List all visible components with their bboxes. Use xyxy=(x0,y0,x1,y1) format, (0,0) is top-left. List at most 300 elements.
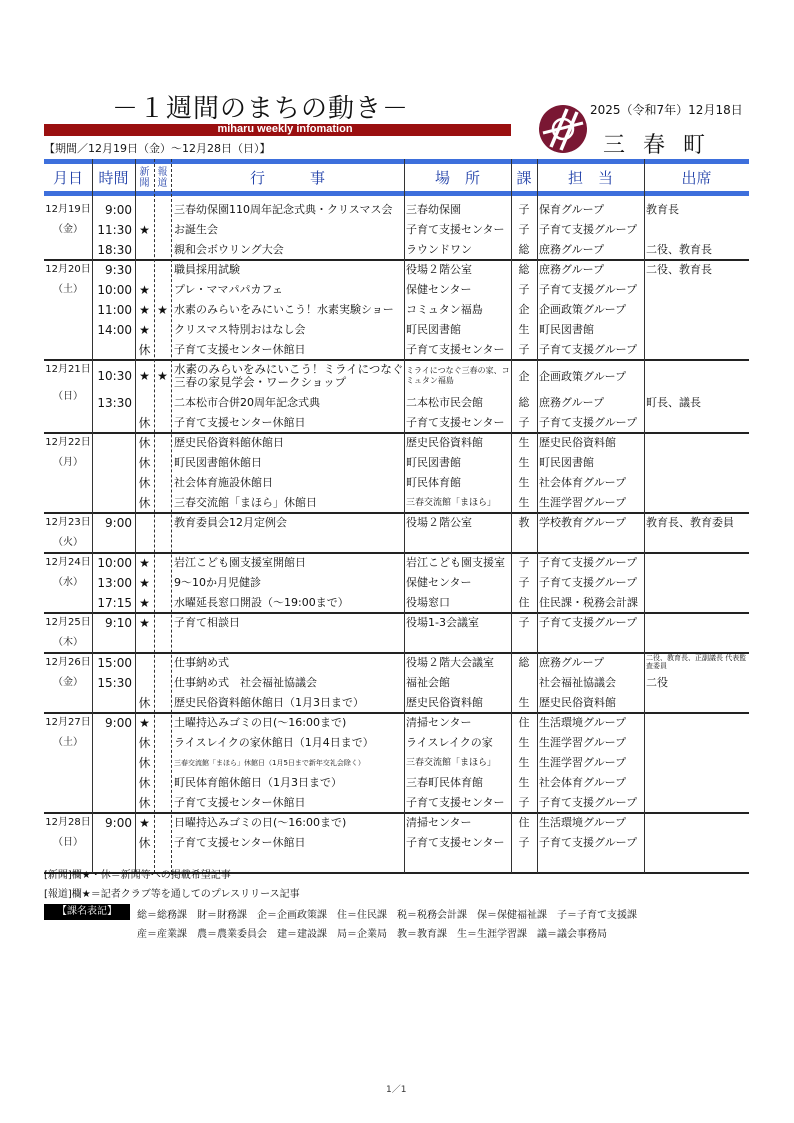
day-date: 12月21日 xyxy=(45,364,91,375)
cell-shusseki xyxy=(644,813,749,833)
cell-hodo xyxy=(154,613,171,633)
day-date: 12月27日 xyxy=(45,717,91,728)
column-divider xyxy=(537,159,538,873)
cell-event: 親和会ボウリング大会 xyxy=(174,243,284,256)
day-weekday: （木） xyxy=(53,637,83,648)
legend-line-2: 産＝産業課 農＝農業委員会 建＝建設課 局＝企業局 教＝教育課 生＝生涯学習課 議＝議会事務局 xyxy=(137,929,607,940)
cell-hodo: ★ xyxy=(157,369,168,383)
cell-hodo xyxy=(154,533,171,553)
cell-event: 社会体育施設休館日 xyxy=(174,476,273,489)
cell-event: 水素のみらいをみにいこう！ミライにつなぐ三春の家見学会・ワークショップ xyxy=(174,362,404,389)
cell-tanto: 企画政策グループ xyxy=(539,370,627,383)
cell-ka: 総 xyxy=(518,396,530,409)
cell-place: 保健センター xyxy=(406,576,472,589)
cell-time: 9:00 xyxy=(105,516,132,530)
cell-event: クリスマス特別おはなし会 xyxy=(174,323,306,336)
cell-time: 10:00 xyxy=(97,283,132,297)
town-name: 三春町 xyxy=(603,133,724,158)
cell-time: 15:00 xyxy=(97,656,132,670)
column-divider xyxy=(135,159,136,873)
cell-shusseki: 二役、教育長 xyxy=(646,263,712,276)
cell-time xyxy=(92,473,135,493)
day-date: 12月26日 xyxy=(45,657,91,668)
cell-shusseki: 教育長、教育委員 xyxy=(646,516,734,529)
cell-place xyxy=(404,853,511,873)
cell-hodo xyxy=(154,553,171,573)
cell-place: 役場２階公室 xyxy=(406,516,472,529)
cell-place: 町民図書館 xyxy=(406,323,461,336)
cell-place: 子育て支援センター xyxy=(406,223,505,236)
cell-tanto: 生涯学習グループ xyxy=(539,736,627,749)
cell-ka: 子 xyxy=(518,836,530,849)
cell-hodo xyxy=(154,673,171,693)
cell-tanto: 歴史民俗資料館 xyxy=(539,696,616,709)
cell-place: 町民図書館 xyxy=(406,456,461,469)
column-divider xyxy=(644,159,645,873)
cell-event: 三春交流館「まほら」休館日 xyxy=(174,496,317,509)
cell-event: 子育て支援センター休館日 xyxy=(174,343,306,356)
page-subtitle: miharu weekly infomation xyxy=(217,123,353,135)
cell-shinbun: 休 xyxy=(138,736,151,750)
cell-hodo xyxy=(154,833,171,853)
col-shinbun: 新 聞 xyxy=(139,166,150,189)
cell-place: 三春交流館「まほら」 xyxy=(406,758,497,768)
cell-tanto: 子育て支援グループ xyxy=(539,556,638,569)
cell-tanto: 社会体育グループ xyxy=(539,476,627,489)
cell-event: 岩江こども園支援室開館日 xyxy=(174,556,306,569)
cell-place: 福祉会館 xyxy=(406,676,450,689)
cell-time xyxy=(92,533,135,553)
cell-tanto: 町民図書館 xyxy=(539,456,594,469)
day-weekday: （土） xyxy=(53,737,83,748)
cell-ka: 企 xyxy=(518,303,530,316)
cell-shusseki xyxy=(644,613,749,633)
cell-ka: 生 xyxy=(518,756,530,769)
day-date: 12月24日 xyxy=(45,557,91,568)
column-divider xyxy=(92,159,93,873)
cell-place: 役場1-3会議室 xyxy=(406,616,479,629)
cell-tanto: 企画政策グループ xyxy=(539,303,627,316)
cell-shusseki: 教育長 xyxy=(646,203,679,216)
day-weekday: （火） xyxy=(53,537,83,548)
cell-tanto: 庶務グループ xyxy=(539,263,605,276)
cell-shusseki xyxy=(644,453,749,473)
page-title: －１週間のまちの動き－ xyxy=(112,94,410,124)
cell-time xyxy=(92,833,135,853)
col-shusseki: 出席 xyxy=(681,169,712,187)
legend-line-1: 総＝総務課 財＝財務課 企＝企画政策課 住＝住民課 税＝税務会計課 保＝保健福祉課 子＝子育て支援課 xyxy=(137,910,637,921)
cell-event xyxy=(171,533,404,553)
cell-hodo xyxy=(154,753,171,773)
cell-time xyxy=(92,433,135,453)
cell-shinbun xyxy=(135,633,154,653)
cell-place xyxy=(404,633,511,653)
cell-event: 町民体育館休館日（1月3日まで） xyxy=(174,776,342,789)
cell-place: 歴史民俗資料館 xyxy=(406,696,483,709)
cell-event: 水曜延長窓口開設（～19:00まで） xyxy=(174,596,349,609)
hodo-note: [報道]欄★＝記者クラブ等を通してのプレスリリース記事 xyxy=(44,889,300,900)
day-weekday: （日） xyxy=(53,837,83,848)
cell-ka: 子 xyxy=(518,416,530,429)
cell-place: 子育て支援センター xyxy=(406,836,505,849)
cell-time xyxy=(92,633,135,653)
cell-time xyxy=(92,453,135,473)
cell-tanto: 庶務グループ xyxy=(539,243,605,256)
cell-tanto: 子育て支援グループ xyxy=(539,616,638,629)
cell-event: 子育て支援センター休館日 xyxy=(174,796,306,809)
cell-tanto: 保育グループ xyxy=(539,203,605,216)
cell-tanto: 学校教育グループ xyxy=(539,516,627,529)
day-weekday: （水） xyxy=(53,577,83,588)
cell-shinbun: ★ xyxy=(139,283,150,297)
column-divider-dashed xyxy=(171,159,172,873)
cell-place: 役場窓口 xyxy=(406,596,450,609)
cell-shusseki: 二役、教育長 xyxy=(646,243,712,256)
col-place: 場 所 xyxy=(434,169,480,187)
cell-tanto: 子育て支援グループ xyxy=(539,343,638,356)
cell-tanto: 生活環境グループ xyxy=(539,816,627,829)
day-date: 12月28日 xyxy=(45,817,91,828)
cell-place: 役場２階大会議室 xyxy=(406,656,494,669)
cell-shusseki xyxy=(644,633,749,653)
day-weekday: （金） xyxy=(53,677,83,688)
cell-hodo: ★ xyxy=(157,303,168,317)
issue-date: 2025（令和7年）12月18日 xyxy=(590,103,743,117)
cell-tanto: 生活環境グループ xyxy=(539,716,627,729)
cell-time: 15:30 xyxy=(97,676,132,690)
cell-event: 子育て支援センター休館日 xyxy=(174,836,306,849)
day-date: 12月23日 xyxy=(45,517,91,528)
cell-event: 三春交流館「まほら」休館日（1月5日まで新年交礼会除く） xyxy=(174,759,365,767)
cell-shinbun xyxy=(135,533,154,553)
cell-shusseki xyxy=(644,733,749,753)
cell-shinbun: ★ xyxy=(139,556,150,570)
cell-hodo xyxy=(154,280,171,300)
day-date: 12月25日 xyxy=(45,617,91,628)
cell-ka: 子 xyxy=(518,576,530,589)
cell-event: 水素のみらいをみにいこう！水素実験ショー xyxy=(174,303,394,316)
cell-event: 子育て支援センター休館日 xyxy=(174,416,306,429)
cell-shusseki xyxy=(644,693,749,713)
cell-hodo xyxy=(154,633,171,653)
cell-ka: 総 xyxy=(518,656,530,669)
cell-place: 三春町民体育館 xyxy=(406,776,483,789)
cell-ka: 生 xyxy=(518,476,530,489)
cell-shusseki xyxy=(644,493,749,513)
cell-event: 二本松市合併20周年記念式典 xyxy=(174,396,320,409)
town-emblem-icon xyxy=(537,103,589,155)
cell-ka: 生 xyxy=(518,776,530,789)
cell-time xyxy=(92,413,135,433)
cell-shusseki: 二役 xyxy=(646,676,668,689)
cell-place: 岩江こども園支援室 xyxy=(406,556,505,569)
page-number: 1／1 xyxy=(386,1085,407,1095)
column-divider-dashed xyxy=(154,159,155,873)
cell-hodo xyxy=(154,393,171,413)
cell-place: 保健センター xyxy=(406,283,472,296)
cell-shinbun: 休 xyxy=(138,476,151,490)
cell-event: 職員採用試験 xyxy=(174,263,240,276)
column-divider xyxy=(511,159,512,873)
cell-event xyxy=(171,633,404,653)
cell-ka xyxy=(511,633,537,653)
cell-event: 仕事納め式 xyxy=(174,656,229,669)
cell-place: 子育て支援センター xyxy=(406,416,505,429)
cell-shinbun: ★ xyxy=(139,369,150,383)
cell-shusseki xyxy=(644,280,749,300)
cell-ka: 生 xyxy=(518,736,530,749)
col-hodo: 報 道 xyxy=(157,166,168,189)
cell-event: 日曜持込みゴミの日(～16:00まで) xyxy=(174,816,347,829)
cell-shinbun: 休 xyxy=(138,456,151,470)
cell-hodo xyxy=(154,260,171,280)
cell-shusseki xyxy=(644,300,749,320)
cell-ka: 住 xyxy=(518,596,530,609)
cell-tanto: 子育て支援グループ xyxy=(539,283,638,296)
cell-time xyxy=(92,693,135,713)
cell-shusseki xyxy=(644,773,749,793)
cell-shusseki xyxy=(644,473,749,493)
cell-shusseki xyxy=(644,833,749,853)
day-weekday: （月） xyxy=(53,457,83,468)
col-event: 行 事 xyxy=(249,169,325,187)
cell-shinbun: ★ xyxy=(139,716,150,730)
cell-shusseki xyxy=(644,793,749,813)
cell-ka: 子 xyxy=(518,796,530,809)
cell-place: 清掃センター xyxy=(406,816,472,829)
cell-shinbun: 休 xyxy=(138,776,151,790)
cell-shinbun xyxy=(135,200,154,220)
cell-tanto: 子育て支援グループ xyxy=(539,836,638,849)
cell-time: 9:00 xyxy=(105,203,132,217)
cell-place: コミュタン福島 xyxy=(406,303,483,316)
cell-shinbun xyxy=(135,260,154,280)
cell-tanto: 社会福祉協議会 xyxy=(539,676,616,689)
cell-place: 三春幼保園 xyxy=(406,203,461,216)
cell-place: 歴史民俗資料館 xyxy=(406,436,483,449)
cell-time xyxy=(92,773,135,793)
cell-ka: 生 xyxy=(518,496,530,509)
cell-time xyxy=(92,753,135,773)
cell-time: 10:00 xyxy=(97,556,132,570)
cell-place: 清掃センター xyxy=(406,716,472,729)
cell-shinbun: ★ xyxy=(139,596,150,610)
cell-ka: 総 xyxy=(518,263,530,276)
cell-time: 9:00 xyxy=(105,716,132,730)
cell-shinbun: 休 xyxy=(138,496,151,510)
cell-ka: 教 xyxy=(518,516,530,529)
cell-event: 仕事納め式 社会福祉協議会 xyxy=(174,676,317,689)
cell-hodo xyxy=(154,513,171,533)
cell-ka: 子 xyxy=(518,556,530,569)
cell-place: 三春交流館「まほら」 xyxy=(406,498,497,508)
cell-time xyxy=(92,340,135,360)
cell-shinbun: 休 xyxy=(138,756,151,770)
cell-tanto: 庶務グループ xyxy=(539,656,605,669)
cell-event: 歴史民俗資料館休館日（1月3日まで） xyxy=(174,696,364,709)
cell-event: 歴史民俗資料館休館日 xyxy=(174,436,284,449)
cell-ka: 子 xyxy=(518,203,530,216)
cell-hodo xyxy=(154,693,171,713)
cell-hodo xyxy=(154,453,171,473)
cell-tanto: 子育て支援グループ xyxy=(539,576,638,589)
col-tanto: 担 当 xyxy=(567,169,613,187)
cell-shusseki xyxy=(644,713,749,733)
cell-shinbun: 休 xyxy=(138,836,151,850)
cell-time: 9:30 xyxy=(105,263,132,277)
cell-place xyxy=(404,533,511,553)
cell-shinbun: ★ xyxy=(139,816,150,830)
cell-ka xyxy=(511,673,537,693)
cell-hodo xyxy=(154,713,171,733)
cell-place: 役場２階公室 xyxy=(406,263,472,276)
cell-hodo xyxy=(154,793,171,813)
cell-hodo xyxy=(154,813,171,833)
cell-shinbun: ★ xyxy=(139,223,150,237)
cell-ka: 生 xyxy=(518,696,530,709)
day-weekday: （土） xyxy=(53,284,83,295)
cell-ka: 企 xyxy=(518,370,530,383)
cell-hodo xyxy=(154,573,171,593)
cell-ka xyxy=(511,853,537,873)
cell-shinbun xyxy=(135,513,154,533)
cell-tanto: 歴史民俗資料館 xyxy=(539,436,616,449)
cell-shusseki xyxy=(644,533,749,553)
cell-hodo xyxy=(154,413,171,433)
cell-shusseki xyxy=(644,360,749,393)
day-weekday: （金） xyxy=(53,224,83,235)
cell-tanto xyxy=(537,633,644,653)
cell-shinbun: ★ xyxy=(139,323,150,337)
cell-shusseki: 町長、議長 xyxy=(646,396,701,409)
cell-place: 二本松市民会館 xyxy=(406,396,483,409)
cell-tanto: 生涯学習グループ xyxy=(539,496,627,509)
cell-time: 14:00 xyxy=(97,323,132,337)
cell-tanto: 子育て支援グループ xyxy=(539,796,638,809)
cell-ka: 子 xyxy=(518,283,530,296)
cell-hodo xyxy=(154,320,171,340)
cell-shusseki xyxy=(644,593,749,613)
cell-hodo xyxy=(154,240,171,260)
cell-shinbun: 休 xyxy=(138,796,151,810)
cell-shinbun: ★ xyxy=(139,616,150,630)
cell-shinbun: 休 xyxy=(138,416,151,430)
cell-time: 17:15 xyxy=(97,596,132,610)
cell-place: 子育て支援センター xyxy=(406,343,505,356)
cell-time: 9:00 xyxy=(105,816,132,830)
cell-hodo xyxy=(154,340,171,360)
cell-shusseki xyxy=(644,553,749,573)
cell-shinbun: ★ xyxy=(139,303,150,317)
cell-hodo xyxy=(154,200,171,220)
cell-tanto: 町民図書館 xyxy=(539,323,594,336)
cell-time xyxy=(92,733,135,753)
cell-time xyxy=(92,793,135,813)
cell-shusseki xyxy=(644,340,749,360)
cell-shusseki xyxy=(644,413,749,433)
day-date: 12月19日 xyxy=(45,204,91,215)
cell-shinbun: ★ xyxy=(139,576,150,590)
cell-tanto: 住民課・税務会計課 xyxy=(539,596,638,609)
cell-ka: 生 xyxy=(518,436,530,449)
cell-time: 18:30 xyxy=(97,243,132,257)
day-weekday: （日） xyxy=(53,391,83,402)
cell-hodo xyxy=(154,473,171,493)
legend-label: 【課名表記】 xyxy=(44,904,130,920)
cell-event: プレ・ママパパカフェ xyxy=(174,283,283,296)
cell-hodo xyxy=(154,220,171,240)
cell-ka: 子 xyxy=(518,616,530,629)
cell-event: 教育委員会12月定例会 xyxy=(174,516,287,529)
cell-tanto: 子育て支援グループ xyxy=(539,416,638,429)
cell-event: お誕生会 xyxy=(174,223,218,236)
cell-shusseki xyxy=(644,320,749,340)
cell-hodo xyxy=(154,653,171,673)
cell-time: 13:00 xyxy=(97,576,132,590)
cell-time: 9:10 xyxy=(105,616,132,630)
cell-tanto: 社会体育グループ xyxy=(539,776,627,789)
cell-tanto xyxy=(537,853,644,873)
cell-event: 三春幼保園110周年記念式典・クリスマス会 xyxy=(174,203,393,216)
cell-shusseki xyxy=(644,853,749,873)
cell-hodo xyxy=(154,773,171,793)
col-date: 月日 xyxy=(52,169,83,187)
col-ka: 課 xyxy=(516,169,532,187)
cell-time xyxy=(92,493,135,513)
cell-shinbun: 休 xyxy=(138,696,151,710)
shinbun-note: [新聞]欄★・休＝新聞等への掲載希望記事 xyxy=(44,870,231,881)
cell-ka xyxy=(511,533,537,553)
cell-event: ライスレイクの家休館日（1月4日まで） xyxy=(174,736,374,749)
day-date: 12月20日 xyxy=(45,264,91,275)
cell-ka: 生 xyxy=(518,456,530,469)
cell-time: 11:30 xyxy=(97,223,132,237)
cell-hodo xyxy=(154,493,171,513)
cell-shinbun: 休 xyxy=(138,436,151,450)
cell-tanto: 庶務グループ xyxy=(539,396,605,409)
cell-shusseki xyxy=(644,753,749,773)
cell-shusseki xyxy=(644,220,749,240)
day-date: 12月22日 xyxy=(45,437,91,448)
cell-shinbun: 休 xyxy=(138,343,151,357)
cell-hodo xyxy=(154,433,171,453)
cell-place: ラウンドワン xyxy=(406,243,472,256)
cell-event: 9～10か月児健診 xyxy=(174,576,261,589)
cell-time: 11:00 xyxy=(97,303,132,317)
cell-hodo xyxy=(154,733,171,753)
cell-shusseki: 二役、教育長、正副議長 代表監査委員 xyxy=(646,654,747,670)
cell-shinbun xyxy=(135,240,154,260)
cell-ka: 子 xyxy=(518,343,530,356)
cell-event: 子育て相談日 xyxy=(174,616,240,629)
cell-hodo xyxy=(154,593,171,613)
cell-place: 町民体育館 xyxy=(406,476,461,489)
cell-shinbun xyxy=(135,653,154,673)
cell-place: ライスレイクの家 xyxy=(406,736,493,749)
cell-event: 土曜持込みゴミの日(～16:00まで) xyxy=(174,716,347,729)
cell-shinbun xyxy=(135,673,154,693)
cell-shusseki xyxy=(644,433,749,453)
cell-place: 子育て支援センター xyxy=(406,796,505,809)
col-time: 時間 xyxy=(98,169,129,187)
cell-time: 13:30 xyxy=(97,396,132,410)
cell-ka: 総 xyxy=(518,243,530,256)
cell-shinbun xyxy=(135,393,154,413)
column-divider xyxy=(404,159,405,873)
cell-place: ミライにつなぐ三春の家、コミュタン福島 xyxy=(406,366,510,385)
cell-shusseki xyxy=(644,573,749,593)
period-label: 【期間／12月19日（金）～12月28日（日）】 xyxy=(44,142,271,155)
